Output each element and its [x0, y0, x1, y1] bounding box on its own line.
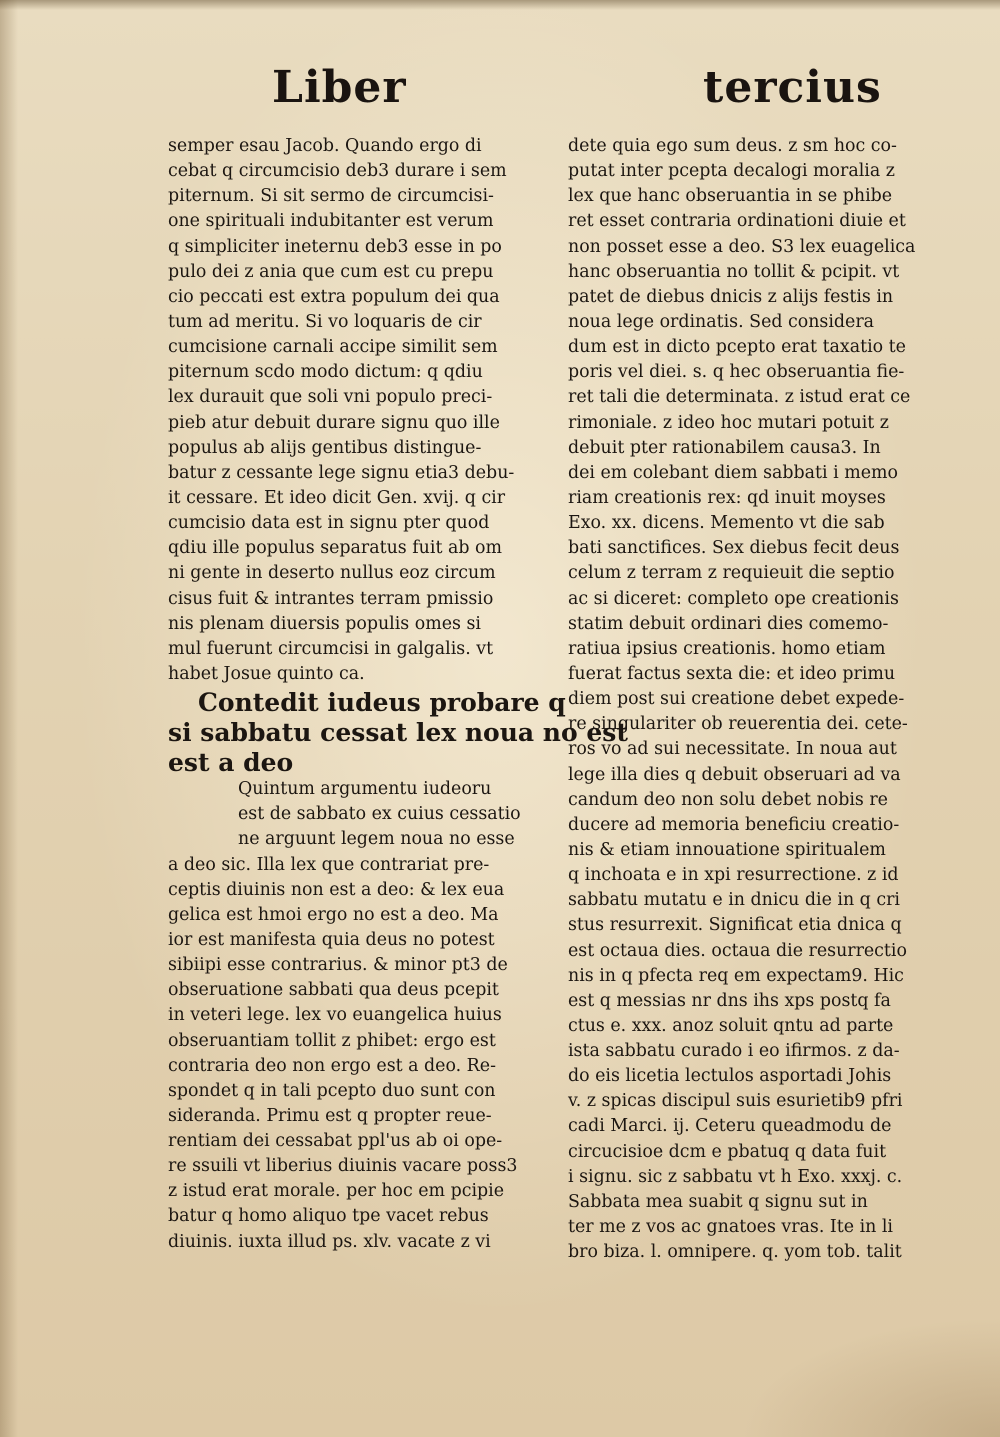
text-line: gelica est hmoi ergo no est a deo. Ma: [168, 904, 499, 925]
text-line: ter me z vos ac gnatoes vras. Ite in li: [568, 1217, 893, 1238]
text-line: ni gente in deserto nullus eoz circum: [168, 563, 496, 584]
text-line: z istud erat morale. per hoc em pcipie: [168, 1181, 505, 1202]
text-line: pulo dei z ania que cum est cu prepu: [168, 261, 494, 282]
text-line: spondet q in tali pcepto duo sunt con: [168, 1080, 496, 1101]
text-line: piternum scdo modo dictum: q qdiu: [168, 362, 483, 383]
text-line: Exo. xx. dicens. Memento vt die sab: [568, 513, 885, 534]
section-heading-line: si sabbatu cessat lex noua no est: [168, 718, 628, 748]
text-line: pieb atur debuit durare signu quo ille: [168, 412, 500, 433]
text-line: semper esau Jacob. Quando ergo di: [168, 136, 482, 156]
section-heading-line: est a deo: [168, 748, 294, 778]
text-line: ior est manifesta quia deus no potest: [168, 929, 495, 950]
text-line: it cessare. Et ideo dicit Gen. xvij. q cir: [168, 487, 506, 508]
text-line: obseruantiam tollit z phibet: ergo est: [168, 1030, 496, 1051]
text-line: q inchoata e in xpi resurrectione. z id: [568, 865, 899, 886]
text-line: qdiu ille populus separatus fuit ab om: [168, 538, 502, 559]
text-line: Sabbata mea suabit q signu sut in: [568, 1191, 868, 1212]
text-line: stus resurrexit. Significat etia dnica q: [568, 915, 902, 936]
text-line: piternum. Si sit sermo de circumcisi-: [168, 186, 494, 207]
text-line: cadi Marci. ij. Ceteru queadmodu de: [568, 1116, 892, 1137]
text-line: batur z cessante lege signu etia3 debu-: [168, 462, 515, 483]
text-line: rentiam dei cessabat ppl'us ab oi ope-: [168, 1131, 503, 1152]
text-line: ret tali die determinata. z istud erat ce: [568, 387, 911, 408]
text-line: ret esset contraria ordinationi diuie et: [568, 211, 906, 232]
text-line: dei em colebant diem sabbati i memo: [568, 462, 898, 483]
text-line: in veteri lege. lex vo euangelica huius: [168, 1005, 502, 1026]
page-edge-shadow-top: [0, 0, 1000, 10]
text-line: candum deo non solu debet nobis re: [568, 789, 888, 810]
text-line: cisus fuit & intrantes terram pmissio: [168, 588, 494, 609]
text-line: nis in q pfecta req em expectam9. Hic: [568, 965, 904, 986]
text-line: nis & etiam innouatione spiritualem: [568, 839, 886, 860]
text-line: contraria deo non ergo est a deo. Re-: [168, 1055, 496, 1076]
text-line: populus ab alijs gentibus distingue-: [168, 437, 482, 458]
text-line: est octaua dies. octaua die resurrectio: [568, 940, 907, 961]
text-line: ne arguunt legem noua no esse: [238, 829, 515, 850]
text-line: ratiua ipsius creationis. homo etiam: [568, 638, 886, 659]
text-line: rimoniale. z ideo hoc mutari potuit z: [568, 412, 889, 433]
left-column: [168, 134, 628, 1255]
text-line: do eis licetia lectulos asportadi Johis: [568, 1066, 892, 1087]
text-line: Quintum argumentu iudeoru: [238, 779, 492, 800]
paper-stain: [740, 1317, 1000, 1437]
section-heading-line: Contedit iudeus probare q: [198, 688, 566, 718]
text-line: cumcisio data est in signu pter quod: [168, 513, 490, 534]
text-line: cebat q circumcisio deb3 durare i sem: [168, 161, 507, 182]
text-line: cumcisione carnali accipe similit sem: [168, 337, 498, 358]
text-line: ista sabbatu curado i eo ifirmos. z da-: [568, 1041, 900, 1062]
text-line: non posset esse a deo. S3 lex euagelica: [568, 236, 916, 257]
text-line: batur q homo aliquo tpe vacet rebus: [168, 1206, 489, 1227]
page-edge-shadow-left: [0, 0, 18, 1437]
text-line: sabbatu mutatu e in dnicu die in q cri: [568, 890, 900, 911]
text-line: bati sanctifices. Sex diebus fecit deus: [568, 538, 900, 559]
text-line: lege illa dies q debuit obseruari ad va: [568, 764, 901, 785]
right-column: [568, 134, 938, 1265]
text-line: sibiipi esse contrarius. & minor pt3 de: [168, 955, 508, 976]
text-line: fuerat factus sexta die: et ideo primu: [568, 663, 896, 684]
text-line: a deo sic. Illa lex que contrariat pre-: [168, 854, 490, 875]
text-line: lex que hanc obseruantia in se phibe: [568, 186, 893, 207]
running-head-right: tercius: [703, 62, 882, 113]
text-line: q simpliciter ineternu deb3 esse in po: [168, 236, 502, 257]
text-line: cio peccati est extra populum dei qua: [168, 286, 500, 307]
text-line: obseruatione sabbati qua deus pcepit: [168, 980, 499, 1001]
text-line: nis plenam diuersis populis omes si: [168, 613, 481, 634]
text-line: est de sabbato ex cuius cessatio: [238, 804, 521, 825]
text-line: ceptis diuinis non est a deo: & lex eua: [168, 879, 505, 900]
text-line: one spirituali indubitanter est verum: [168, 211, 494, 232]
text-line: lex durauit que soli vni populo preci-: [168, 387, 493, 408]
text-line: sideranda. Primu est q propter reue-: [168, 1105, 492, 1126]
text-line: ctus e. xxx. anoz soluit qntu ad parte: [568, 1015, 894, 1036]
text-line: diuinis. iuxta illud ps. xlv. vacate z vi: [168, 1231, 491, 1252]
text-line: riam creationis rex: qd inuit moyses: [568, 487, 886, 508]
text-line: est q messias nr dns ihs xps postq fa: [568, 990, 891, 1011]
text-line: habet Josue quinto ca.: [168, 663, 365, 684]
text-line: putat inter pcepta decalogi moralia z: [568, 161, 895, 182]
text-line: diem post sui creatione debet expede-: [568, 689, 905, 710]
text-line: re ssuili vt liberius diuinis vacare poss3: [168, 1156, 518, 1177]
text-line: tum ad meritu. Si vo loquaris de cir: [168, 311, 482, 332]
text-line: ros vo ad sui necessitate. In noua aut: [568, 739, 897, 760]
text-line: celum z terram z requieuit die septio: [568, 563, 895, 584]
text-line: re singulariter ob reuerentia dei. cete-: [568, 714, 908, 735]
text-line: v. z spicas discipul suis esurietib9 pfri: [568, 1091, 903, 1112]
text-line: bro biza. l. omnipere. q. yom tob. talit: [568, 1242, 902, 1263]
text-line: circucisioe dcm e pbatuq q data fuit: [568, 1141, 887, 1162]
running-head-left: Liber: [272, 62, 407, 113]
text-line: i signu. sic z sabbatu vt h Exo. xxxj. c.: [568, 1166, 903, 1187]
text-line: debuit pter rationabilem causa3. In: [568, 437, 881, 458]
text-line: poris vel diei. s. q hec obseruantia fie-: [568, 362, 905, 383]
text-line: dum est in dicto pcepto erat taxatio te: [568, 337, 906, 358]
text-line: ducere ad memoria beneficiu creatio-: [568, 814, 900, 835]
text-line: mul fuerunt circumcisi in galgalis. vt: [168, 638, 494, 659]
text-line: ac si diceret: completo ope creationis: [568, 588, 899, 609]
text-line: statim debuit ordinari dies comemo-: [568, 613, 889, 634]
text-line: patet de diebus dnicis z alijs festis in: [568, 286, 894, 307]
text-line: dete quia ego sum deus. z sm hoc co-: [568, 136, 897, 156]
text-line: hanc obseruantia no tollit & pcipit. vt: [568, 261, 900, 282]
text-line: noua lege ordinatis. Sed considera: [568, 311, 875, 332]
